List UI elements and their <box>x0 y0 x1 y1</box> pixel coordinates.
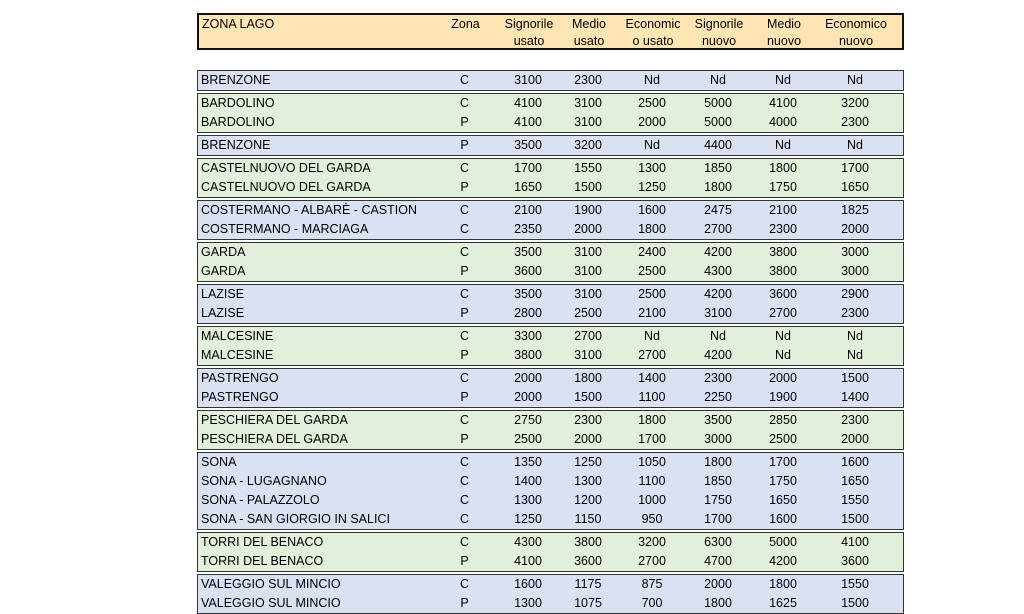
cell-comune: LAZISE <box>201 287 245 301</box>
cell-medio-nuovo: 1750 <box>769 474 797 488</box>
cell-comune: SONA <box>201 455 237 469</box>
cell-signorile-nuovo: 4400 <box>704 138 732 152</box>
cell-medio-usato: 3100 <box>574 96 602 110</box>
cell-zona: C <box>459 96 470 110</box>
cell-comune: PESCHIERA DEL GARDA <box>201 432 348 446</box>
cell-signorile-nuovo: 5000 <box>704 96 732 110</box>
cell-medio-usato: 3100 <box>574 264 602 278</box>
cell-zona: P <box>460 138 469 152</box>
cell-economico-nuovo: 3600 <box>841 554 869 568</box>
cell-zona: C <box>459 455 470 469</box>
table-row <box>198 411 903 430</box>
cell-medio-usato: 3100 <box>574 115 602 129</box>
cell-medio-nuovo: 1600 <box>769 512 797 526</box>
cell-comune: PASTRENGO <box>201 390 279 404</box>
cell-medio-usato: 1250 <box>574 455 602 469</box>
cell-zona: P <box>460 432 469 446</box>
cell-medio-usato: 3600 <box>574 554 602 568</box>
table-row <box>198 262 903 281</box>
cell-medio-nuovo: 1900 <box>769 390 797 404</box>
cell-signorile-nuovo: 1800 <box>704 596 732 610</box>
cell-zona: C <box>459 329 470 343</box>
cell-comune: LAZISE <box>201 306 245 320</box>
cell-economico-nuovo: 2300 <box>841 306 869 320</box>
cell-signorile-nuovo: 2475 <box>704 203 732 217</box>
cell-signorile-usato: 3500 <box>514 245 542 259</box>
cell-economico-usato: 1300 <box>638 161 666 175</box>
cell-economico-usato: 2000 <box>638 115 666 129</box>
row-group <box>197 158 904 198</box>
table-row <box>198 510 903 529</box>
cell-comune: MALCESINE <box>201 348 274 362</box>
cell-medio-usato: 3100 <box>574 348 602 362</box>
table-row <box>198 201 903 220</box>
cell-economico-usato: 875 <box>641 577 663 591</box>
table-row <box>198 285 903 304</box>
table-row <box>198 575 903 594</box>
cell-zona: P <box>460 596 469 610</box>
header-medio-usato: Medio usato <box>571 17 607 48</box>
cell-signorile-usato: 2800 <box>514 306 542 320</box>
row-group <box>197 135 904 156</box>
cell-economico-nuovo: 3000 <box>841 245 869 259</box>
cell-economico-usato: 950 <box>641 512 663 526</box>
cell-economico-nuovo: 1550 <box>841 577 869 591</box>
cell-signorile-usato: 4100 <box>514 96 542 110</box>
cell-zona: C <box>459 512 470 526</box>
cell-medio-nuovo: 2500 <box>769 432 797 446</box>
cell-signorile-nuovo: 1850 <box>704 161 732 175</box>
cell-economico-nuovo: Nd <box>847 329 863 343</box>
cell-zona: C <box>459 493 470 507</box>
cell-signorile-usato: 2500 <box>514 432 542 446</box>
cell-medio-usato: 2500 <box>574 306 602 320</box>
table-header <box>197 13 904 50</box>
cell-medio-nuovo: Nd <box>775 329 791 343</box>
cell-signorile-nuovo: 4300 <box>704 264 732 278</box>
cell-signorile-usato: 1300 <box>514 596 542 610</box>
cell-economico-nuovo: 1500 <box>841 371 869 385</box>
cell-medio-usato: 1150 <box>574 512 602 526</box>
cell-medio-usato: 1300 <box>574 474 602 488</box>
cell-medio-usato: 2000 <box>574 432 602 446</box>
cell-medio-usato: 1175 <box>574 577 602 591</box>
cell-signorile-nuovo: 4700 <box>704 554 732 568</box>
cell-comune: GARDA <box>201 264 246 278</box>
header-medio-nuovo: Medio nuovo <box>766 17 802 48</box>
cell-medio-usato: 3100 <box>574 287 602 301</box>
cell-economico-nuovo: 2900 <box>841 287 869 301</box>
header-signorile-usato: Signorile usato <box>504 17 554 48</box>
table-row <box>198 178 903 197</box>
table-row <box>198 243 903 262</box>
cell-medio-nuovo: 1650 <box>769 493 797 507</box>
cell-medio-nuovo: 2000 <box>769 371 797 385</box>
cell-signorile-usato: 3300 <box>514 329 542 343</box>
cell-economico-nuovo: 1500 <box>841 596 869 610</box>
cell-medio-usato: 1200 <box>574 493 602 507</box>
cell-signorile-usato: 2100 <box>514 203 542 217</box>
cell-zona: C <box>459 577 470 591</box>
cell-economico-nuovo: 4100 <box>841 535 869 549</box>
cell-economico-usato: 1250 <box>638 180 666 194</box>
cell-signorile-nuovo: 1800 <box>704 180 732 194</box>
cell-medio-nuovo: 1625 <box>769 596 797 610</box>
cell-economico-nuovo: 3000 <box>841 264 869 278</box>
cell-signorile-usato: 2000 <box>514 371 542 385</box>
row-group <box>197 70 904 91</box>
cell-economico-usato: 2100 <box>638 306 666 320</box>
cell-medio-nuovo: 2700 <box>769 306 797 320</box>
cell-economico-usato: Nd <box>644 138 660 152</box>
cell-zona: C <box>459 287 470 301</box>
cell-medio-nuovo: 1800 <box>769 577 797 591</box>
cell-economico-nuovo: 2300 <box>841 413 869 427</box>
cell-signorile-usato: 1350 <box>514 455 542 469</box>
cell-economico-usato: 1800 <box>638 413 666 427</box>
cell-economico-nuovo: 2000 <box>841 222 869 236</box>
table-row <box>198 552 903 571</box>
table-row <box>198 327 903 346</box>
cell-signorile-usato: 1700 <box>514 161 542 175</box>
cell-signorile-nuovo: 4200 <box>704 245 732 259</box>
cell-comune: MALCESINE <box>201 329 274 343</box>
cell-economico-nuovo: 1825 <box>841 203 869 217</box>
table-row <box>198 159 903 178</box>
table-row <box>198 491 903 510</box>
cell-medio-nuovo: Nd <box>775 73 791 87</box>
table-row <box>198 453 903 472</box>
table-row <box>198 346 903 365</box>
cell-signorile-usato: 4300 <box>514 535 542 549</box>
cell-medio-usato: 1500 <box>574 180 602 194</box>
cell-economico-usato: 2700 <box>638 554 666 568</box>
cell-signorile-usato: 1650 <box>514 180 542 194</box>
table-row <box>198 533 903 552</box>
cell-zona: C <box>459 413 470 427</box>
cell-economico-nuovo: 1400 <box>841 390 869 404</box>
cell-medio-usato: 1500 <box>574 390 602 404</box>
cell-signorile-nuovo: 1850 <box>704 474 732 488</box>
cell-economico-usato: 1050 <box>638 455 666 469</box>
cell-comune: TORRI DEL BENACO <box>201 535 324 549</box>
cell-economico-nuovo: 2300 <box>841 115 869 129</box>
cell-zona: C <box>459 161 470 175</box>
cell-comune: SONA - LUGAGNANO <box>201 474 327 488</box>
cell-comune: PESCHIERA DEL GARDA <box>201 413 348 427</box>
cell-medio-usato: 1550 <box>574 161 602 175</box>
cell-medio-usato: 1900 <box>574 203 602 217</box>
cell-economico-usato: 3200 <box>638 535 666 549</box>
cell-comune: SONA - PALAZZOLO <box>201 493 320 507</box>
row-group <box>197 284 904 324</box>
cell-medio-nuovo: 2100 <box>769 203 797 217</box>
row-group <box>197 242 904 282</box>
cell-signorile-nuovo: 3100 <box>704 306 732 320</box>
row-group <box>197 93 904 133</box>
table-row <box>198 472 903 491</box>
cell-economico-usato: 1100 <box>638 474 666 488</box>
row-group <box>197 574 904 614</box>
cell-comune: COSTERMANO - ALBARÈ - CASTION <box>201 203 418 217</box>
row-group <box>197 368 904 408</box>
cell-medio-nuovo: 1700 <box>769 455 797 469</box>
cell-zona: C <box>459 203 470 217</box>
cell-medio-nuovo: 2850 <box>769 413 797 427</box>
cell-economico-nuovo: Nd <box>847 138 863 152</box>
cell-signorile-usato: 1300 <box>514 493 542 507</box>
cell-signorile-nuovo: 3500 <box>704 413 732 427</box>
cell-comune: TORRI DEL BENACO <box>201 554 324 568</box>
cell-economico-usato: 1400 <box>638 371 666 385</box>
cell-signorile-usato: 3500 <box>514 138 542 152</box>
cell-signorile-nuovo: 2300 <box>704 371 732 385</box>
cell-economico-nuovo: 1650 <box>841 474 869 488</box>
cell-zona: P <box>460 264 469 278</box>
cell-signorile-nuovo: 1800 <box>704 455 732 469</box>
cell-signorile-nuovo: 4200 <box>704 287 732 301</box>
cell-economico-usato: 1700 <box>638 432 666 446</box>
cell-economico-nuovo: 2000 <box>841 432 869 446</box>
table-row <box>198 304 903 323</box>
cell-signorile-nuovo: 1700 <box>704 512 732 526</box>
table-row <box>198 113 903 132</box>
cell-zona: P <box>460 180 469 194</box>
cell-comune: SONA - SAN GIORGIO IN SALICI <box>201 512 390 526</box>
cell-medio-usato: 2000 <box>574 222 602 236</box>
cell-comune: BARDOLINO <box>201 96 275 110</box>
cell-signorile-usato: 2750 <box>514 413 542 427</box>
cell-medio-nuovo: 5000 <box>769 535 797 549</box>
cell-medio-nuovo: 1750 <box>769 180 797 194</box>
cell-signorile-usato: 1400 <box>514 474 542 488</box>
cell-signorile-nuovo: 5000 <box>704 115 732 129</box>
cell-medio-usato: 1800 <box>574 371 602 385</box>
cell-signorile-nuovo: 4200 <box>704 348 732 362</box>
cell-economico-usato: 1600 <box>638 203 666 217</box>
cell-medio-nuovo: 3800 <box>769 264 797 278</box>
cell-economico-usato: 2500 <box>638 264 666 278</box>
cell-signorile-nuovo: 2700 <box>704 222 732 236</box>
table-row <box>198 594 903 613</box>
cell-signorile-nuovo: 6300 <box>704 535 732 549</box>
cell-economico-usato: 2400 <box>638 245 666 259</box>
row-group <box>197 532 904 572</box>
cell-comune: PASTRENGO <box>201 371 279 385</box>
cell-zona: P <box>460 390 469 404</box>
cell-comune: GARDA <box>201 245 246 259</box>
header-signorile-nuovo: Signorile nuovo <box>694 17 744 48</box>
cell-economico-nuovo: 3200 <box>841 96 869 110</box>
cell-zona: C <box>459 222 470 236</box>
cell-signorile-usato: 3800 <box>514 348 542 362</box>
cell-signorile-usato: 1600 <box>514 577 542 591</box>
cell-comune: BARDOLINO <box>201 115 275 129</box>
cell-economico-nuovo: Nd <box>847 348 863 362</box>
cell-medio-nuovo: Nd <box>775 138 791 152</box>
cell-signorile-usato: 3100 <box>514 73 542 87</box>
cell-signorile-usato: 3500 <box>514 287 542 301</box>
cell-signorile-nuovo: 3000 <box>704 432 732 446</box>
table-row <box>198 71 903 90</box>
cell-economico-nuovo: Nd <box>847 73 863 87</box>
cell-medio-usato: 2300 <box>574 73 602 87</box>
cell-signorile-nuovo: 1750 <box>704 493 732 507</box>
cell-economico-usato: 1800 <box>638 222 666 236</box>
cell-medio-nuovo: 4100 <box>769 96 797 110</box>
cell-comune: VALEGGIO SUL MINCIO <box>201 577 341 591</box>
cell-medio-nuovo: 1800 <box>769 161 797 175</box>
cell-economico-usato: 1000 <box>638 493 666 507</box>
table-row <box>198 94 903 113</box>
row-group <box>197 326 904 366</box>
header-zona-lago: ZONA LAGO <box>202 17 275 31</box>
cell-economico-nuovo: 1500 <box>841 512 869 526</box>
cell-signorile-usato: 3600 <box>514 264 542 278</box>
cell-comune: CASTELNUOVO DEL GARDA <box>201 161 371 175</box>
table-row <box>198 388 903 407</box>
cell-economico-usato: 2700 <box>638 348 666 362</box>
cell-comune: CASTELNUOVO DEL GARDA <box>201 180 371 194</box>
cell-comune: VALEGGIO SUL MINCIO <box>201 596 341 610</box>
cell-economico-usato: Nd <box>644 329 660 343</box>
row-group <box>197 200 904 240</box>
cell-economico-nuovo: 1650 <box>841 180 869 194</box>
cell-economico-usato: 700 <box>641 596 663 610</box>
cell-signorile-usato: 2000 <box>514 390 542 404</box>
cell-signorile-nuovo: 2000 <box>704 577 732 591</box>
cell-economico-usato: 2500 <box>638 287 666 301</box>
row-group <box>197 452 904 530</box>
cell-signorile-usato: 2350 <box>514 222 542 236</box>
cell-signorile-usato: 4100 <box>514 554 542 568</box>
cell-zona: C <box>459 474 470 488</box>
cell-economico-usato: 1100 <box>638 390 666 404</box>
cell-medio-nuovo: Nd <box>775 348 791 362</box>
table-row <box>198 430 903 449</box>
cell-zona: C <box>459 73 470 87</box>
cell-economico-usato: 2500 <box>638 96 666 110</box>
table-row <box>198 220 903 239</box>
cell-economico-nuovo: 1700 <box>841 161 869 175</box>
row-group <box>197 410 904 450</box>
cell-medio-nuovo: 2300 <box>769 222 797 236</box>
cell-zona: C <box>459 371 470 385</box>
cell-medio-usato: 3200 <box>574 138 602 152</box>
table-row <box>198 136 903 155</box>
cell-medio-nuovo: 4000 <box>769 115 797 129</box>
cell-signorile-nuovo: 2250 <box>704 390 732 404</box>
cell-signorile-usato: 1250 <box>514 512 542 526</box>
cell-economico-nuovo: 1600 <box>841 455 869 469</box>
cell-zona: P <box>460 348 469 362</box>
cell-medio-nuovo: 4200 <box>769 554 797 568</box>
cell-zona: P <box>460 554 469 568</box>
cell-comune: BRENZONE <box>201 73 271 87</box>
cell-medio-nuovo: 3800 <box>769 245 797 259</box>
header-zona: Zona <box>451 17 480 31</box>
cell-medio-usato: 2700 <box>574 329 602 343</box>
header-economico-usato: Economic o usato <box>625 17 681 48</box>
cell-medio-nuovo: 3600 <box>769 287 797 301</box>
cell-medio-usato: 2300 <box>574 413 602 427</box>
header-economico-nuovo: Economico nuovo <box>825 17 887 48</box>
cell-zona: P <box>460 115 469 129</box>
cell-zona: C <box>459 535 470 549</box>
cell-comune: COSTERMANO - MARCIAGA <box>201 222 369 236</box>
cell-zona: P <box>460 306 469 320</box>
cell-zona: C <box>459 245 470 259</box>
cell-medio-usato: 3100 <box>574 245 602 259</box>
cell-medio-usato: 3800 <box>574 535 602 549</box>
cell-economico-nuovo: 1550 <box>841 493 869 507</box>
cell-signorile-nuovo: Nd <box>710 73 726 87</box>
cell-comune: BRENZONE <box>201 138 271 152</box>
cell-medio-usato: 1075 <box>574 596 602 610</box>
cell-signorile-usato: 4100 <box>514 115 542 129</box>
cell-economico-usato: Nd <box>644 73 660 87</box>
table-row <box>198 369 903 388</box>
cell-signorile-nuovo: Nd <box>710 329 726 343</box>
